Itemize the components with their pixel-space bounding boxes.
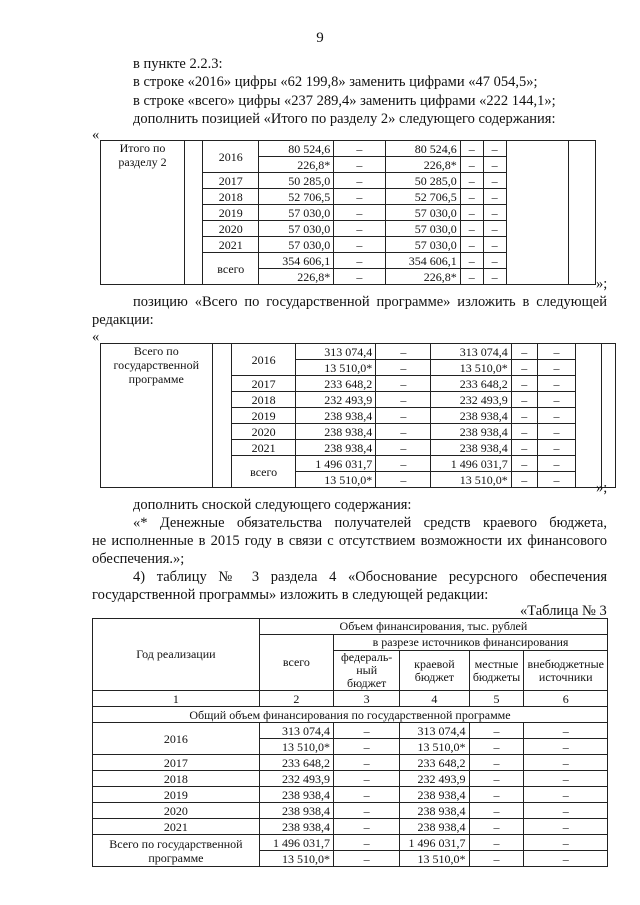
header-regional: краевой бюджет [400,651,469,691]
column-numbers: 1 2 3 4 5 6 [93,691,608,707]
table-row: 2018 232 493,9 – 232 493,9 – – [101,392,616,408]
table-row: 2021 238 938,4 – 238 938,4 – – [101,440,616,456]
intro-line-1: в пункте 2.2.3: [133,56,223,72]
table-row: 2021 57 030,0 – 57 030,0 – – [101,237,596,253]
mid-line-1: позицию «Всего по государственной программе» изложить в следующей [133,294,607,310]
footnote-line-2: «* Денежные обязательства получателей средств краевого бюджета, [133,515,607,531]
table-row: 2019 57 030,0 – 57 030,0 – – [101,205,596,221]
quote-close-1: »; [596,276,608,292]
footnote-line-3: не исполненные в 2015 году в связи с отсутствием возможности их финансового [92,533,607,549]
section-title: Общий объем финансирования по государственной программе [93,707,608,723]
row-label: Итого по разделу 2 [101,141,185,285]
table-row: 2018 232 493,9 – 232 493,9 – – [93,771,608,787]
table-section-2-total [100,140,596,285]
item4-line-2: государственной программы» изложить в следующей редакции: [92,587,489,603]
header-federal: федераль-ный бюджет [334,651,400,691]
page-number: 9 [316,30,324,46]
table-row: 2019 238 938,4 – 238 938,4 – – [93,787,608,803]
table-row: 13 510,0* – 13 510,0* – – [93,851,608,867]
table-program-total [100,343,616,488]
table-row: 2018 52 706,5 – 52 706,5 – – [101,189,596,205]
header-sources: в разрезе источников финансирования [334,635,608,651]
table-row: Всего по государственной программе 2016 313 074,4 – 313 074,4 – – [101,344,616,360]
header-year: Год реализации [93,619,260,691]
table-row: 2020 238 938,4 – 238 938,4 – – [93,803,608,819]
table-row: всего 1 496 031,7 – 1 496 031,7 – – [101,456,616,472]
intro-line-2: в строке «2016» цифры «62 199,8» заменить цифрами «47 054,5»; [133,74,538,90]
row-label: Всего по государственной программе [101,344,213,488]
table-row: 2020 57 030,0 – 57 030,0 – – [101,221,596,237]
item4-line-1: 4) таблицу № 3 раздела 4 «Обоснование ресурсного обеспечения [133,569,607,585]
table-row: 13 510,0* – 13 510,0* – – [101,360,616,376]
table-row: 226,8* – 226,8* – – [101,269,596,285]
quote-open-1: « [92,127,100,143]
table-3 [92,618,608,867]
header-volume: Объем финансирования, тыс. рублей [259,619,607,635]
table-row: 2017 233 648,2 – 233 648,2 – – [93,755,608,771]
footnote-line-4: обеспечения.»; [92,551,185,567]
mid-line-2: редакции: [92,312,154,328]
table-row: 13 510,0* – 13 510,0* – – [93,739,608,755]
table-row: Итого по разделу 2 2016 80 524,6 – 80 524,6 – – [101,141,596,157]
table-row: 2021 238 938,4 – 238 938,4 – – [93,819,608,835]
header-extra: внебюджетные источники [524,651,608,691]
footnote-line-1: дополнить сноской следующего содержания: [133,497,412,513]
table-row: 13 510,0* – 13 510,0* – – [101,472,616,488]
table-row: Всего по государственной программе 1 496 031,7 – 1 496 031,7 – – [93,835,608,851]
table-caption: «Таблица № 3 [520,603,607,619]
quote-close-2: »; [596,480,608,496]
quote-open-2: « [92,329,100,345]
intro-line-3: в строке «всего» цифры «237 289,4» заменить цифрами «222 144,1»; [133,93,556,109]
table-row: всего 354 606,1 – 354 606,1 – – [101,253,596,269]
table-row: 226,8* – 226,8* – – [101,157,596,173]
header-local: местные бюджеты [469,651,524,691]
table-row: 2019 238 938,4 – 238 938,4 – – [101,408,616,424]
table-row: 2017 50 285,0 – 50 285,0 – – [101,173,596,189]
table-row: 2017 233 648,2 – 233 648,2 – – [101,376,616,392]
table-row: 2020 238 938,4 – 238 938,4 – – [101,424,616,440]
table-row: 2016 313 074,4 – 313 074,4 – – [93,723,608,739]
intro-line-4: дополнить позицией «Итого по разделу 2» следующего содержания: [133,111,556,127]
header-total: всего [259,635,333,691]
